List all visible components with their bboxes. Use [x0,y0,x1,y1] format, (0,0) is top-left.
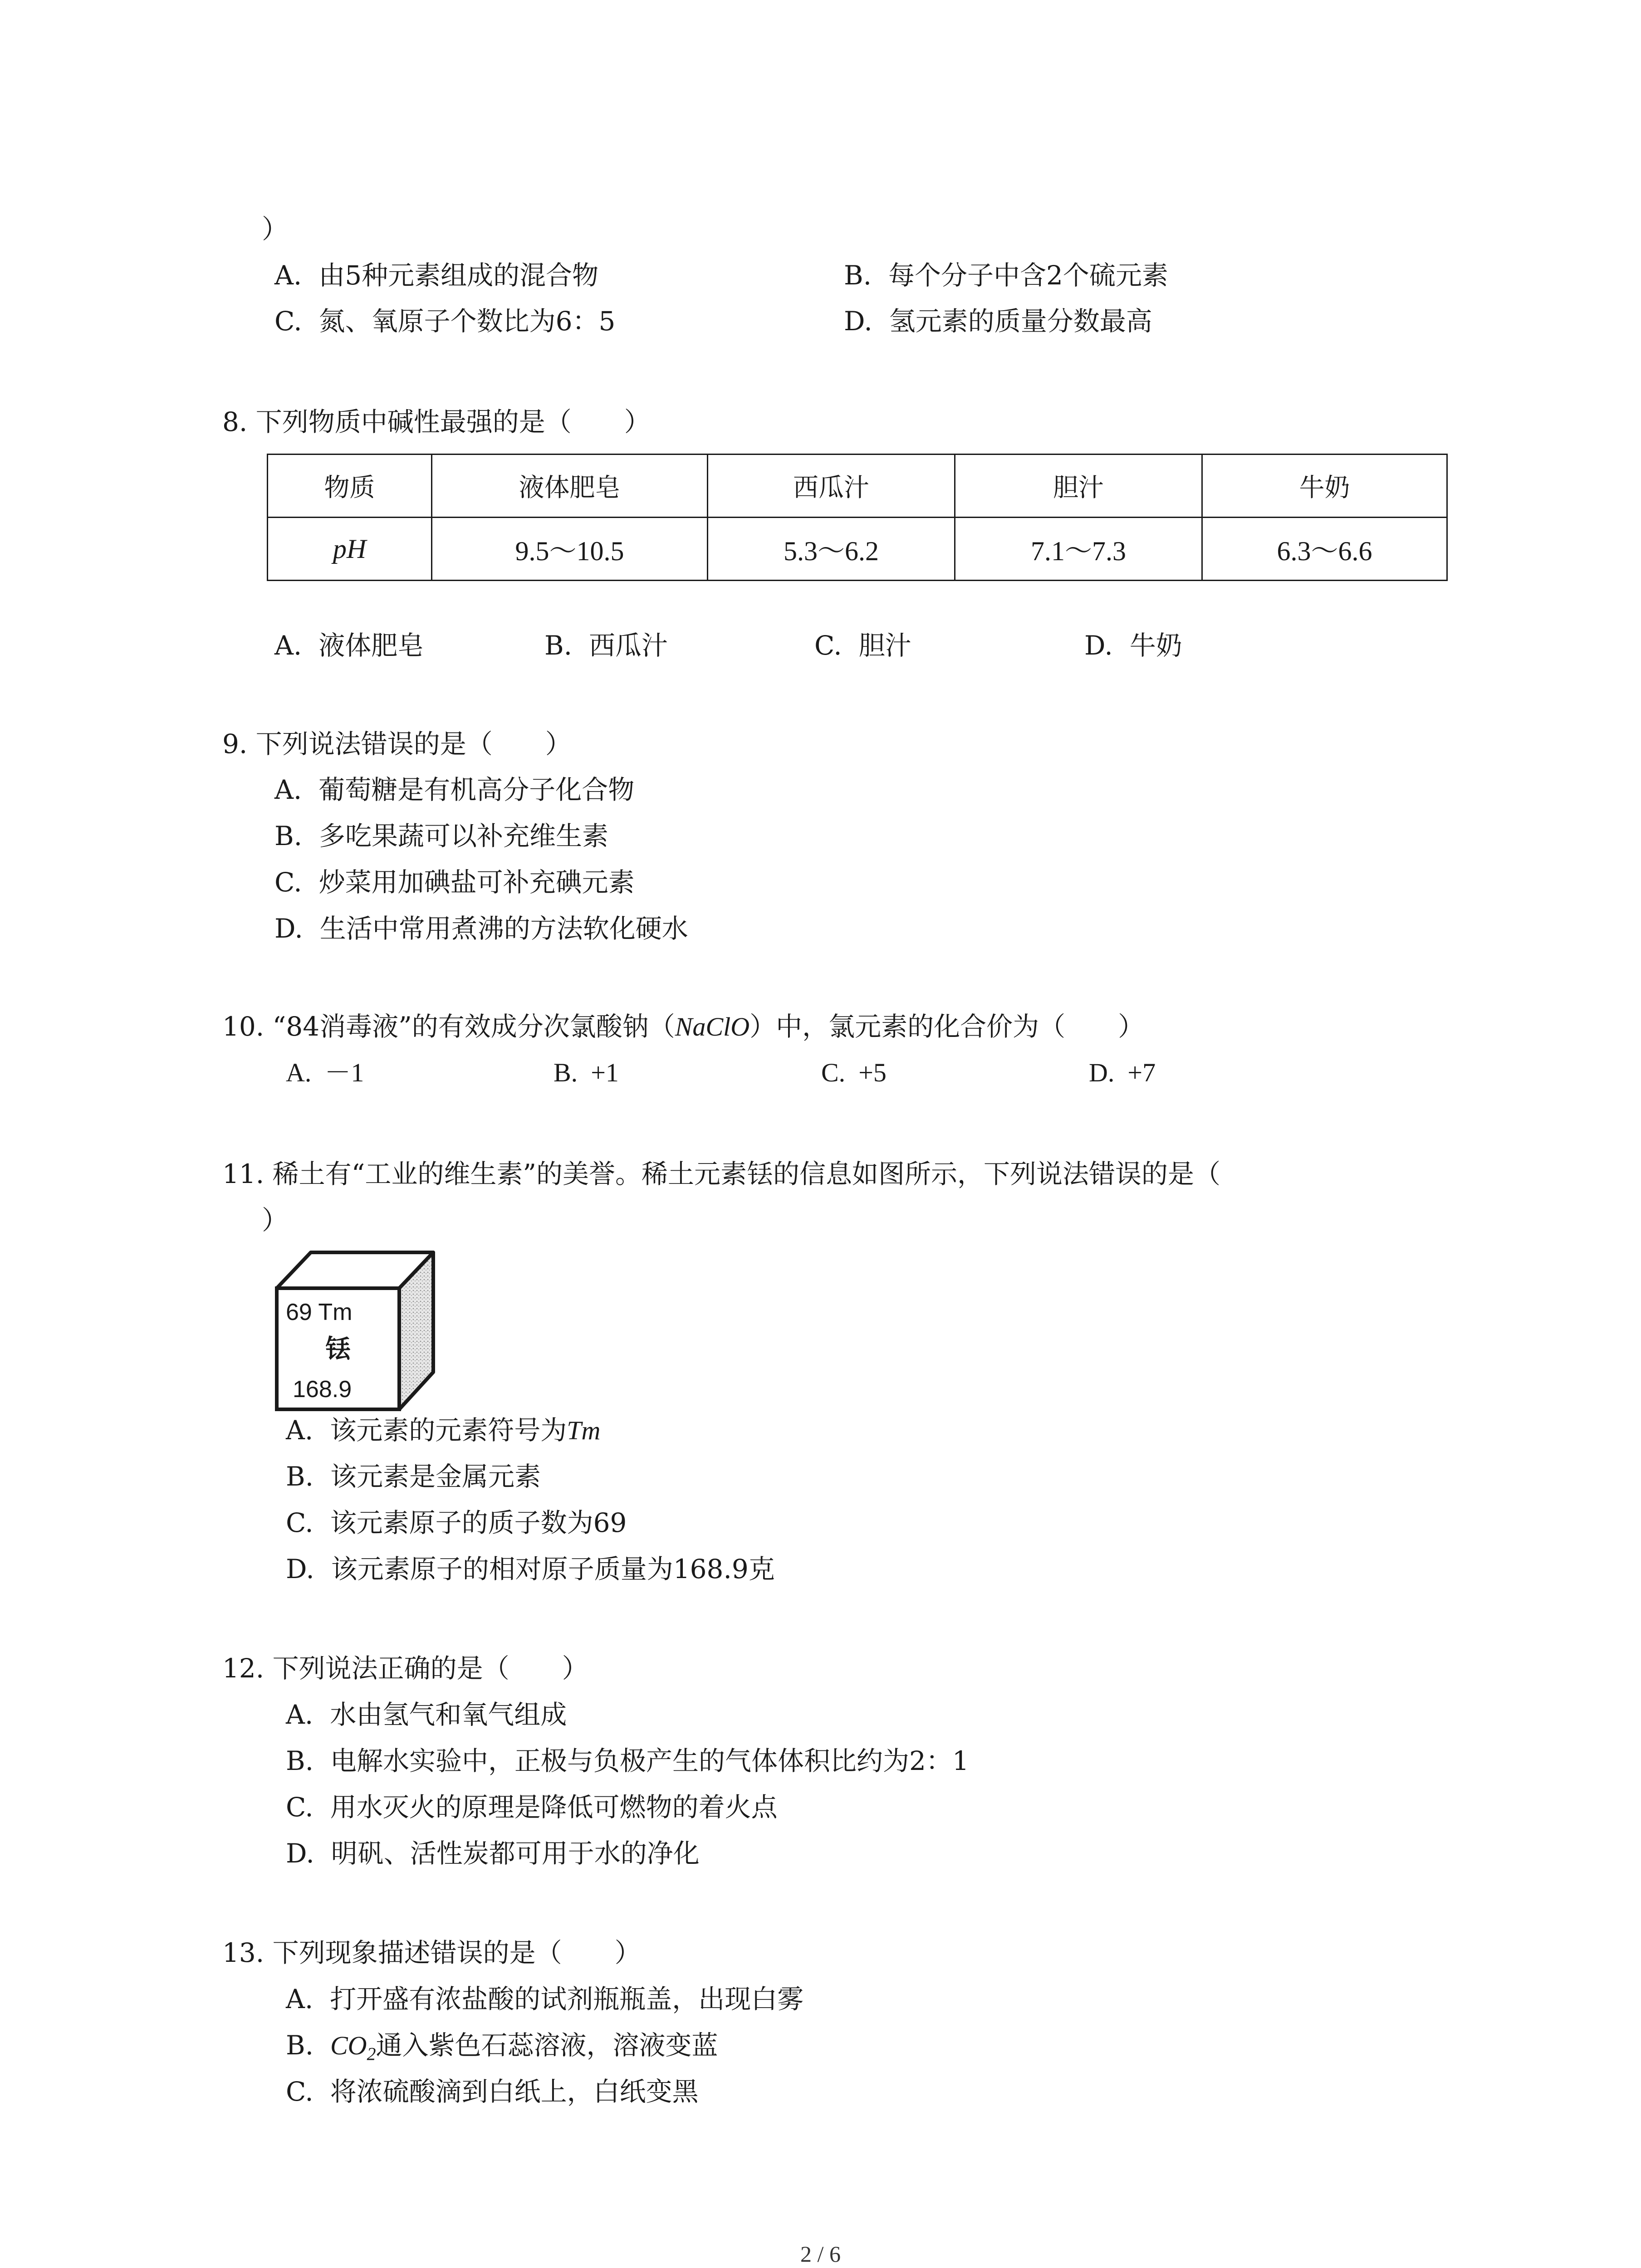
table-cell: 7.1～7.3 [955,518,1202,581]
q13-stem: 13. 下列现象描述错误的是（ ） [222,1937,641,1968]
q8-option-b: B. 西瓜汁 [544,630,668,661]
formula-co2: CO [330,2031,367,2060]
q9-stem: 9. 下列说法错误的是（ ） [222,728,572,759]
q11-option-d: D. 该元素原子的相对原子质量为168.9克 [286,1554,775,1584]
ph-table [267,454,1448,581]
q10-option-a: A. －1 [286,1058,364,1087]
q11-stem-line2: ） [262,1205,289,1236]
table-header-cell: 牛奶 [1202,455,1447,518]
q11-option-a: A. 该元素的元素符号为Tm [286,1415,601,1446]
q11-option-c: C. 该元素原子的质子数为69 [286,1507,627,1538]
formula-co2-subscript: 2 [367,2043,376,2064]
element-number-symbol: 69 Tm [286,1299,353,1325]
formula-tm: Tm [567,1416,601,1445]
table-header-cell: 西瓜汁 [708,455,955,518]
table-header-cell: 物质 [268,455,432,518]
page-number: 2 / 6 [800,2241,841,2267]
q13-option-b: B. $CO_2$通入紫色石蕊溶液，溶液变蓝 [286,2030,718,2064]
q10-option-b: B. +1 [554,1058,619,1087]
q12-stem: 12. 下列说法正确的是（ ） [222,1653,588,1684]
q12-option-a: A. 水由氢气和氧气组成 [286,1699,567,1730]
q7-option-b: B. 每个分子中含2个硫元素 [844,260,1168,291]
q10-option-d: D. +7 [1089,1058,1156,1087]
q8-option-a: A. 液体肥皂 [274,630,424,661]
table-header-cell: 液体肥皂 [432,455,708,518]
table-header-row [268,455,1447,518]
table-cell: 6.3～6.6 [1202,518,1447,581]
element-name: 铥 [325,1334,351,1364]
q9-option-c: C. 炒菜用加碘盐可补充碘元素 [274,867,635,898]
formula-naclo: NaClO [675,1012,750,1041]
q7-option-d: D. 氢元素的质量分数最高 [844,306,1152,337]
q11-stem-line1: 11. 稀土有“工业的维生素”的美誉。稀土元素铥的信息如图所示，下列说法错误的是（ [222,1158,1220,1189]
table-cell: 5.3～6.2 [708,518,955,581]
q8-option-c: C. 胆汁 [814,630,911,661]
q10-option-c: C. +5 [821,1058,887,1087]
q8-option-d: D. 牛奶 [1084,630,1182,661]
q9-option-a: A. 葡萄糖是有机高分子化合物 [274,774,635,805]
q11-option-b: B. 该元素是金属元素 [286,1461,541,1492]
q12-option-d: D. 明矾、活性炭都可用于水的净化 [286,1838,700,1869]
q7-option-a: A. 由5种元素组成的混合物 [274,260,599,291]
q9-option-d: D. 生活中常用煮沸的方法软化硬水 [274,913,688,944]
q8-stem: 8. 下列物质中碱性最强的是（ ） [222,406,651,437]
table-row [268,518,1447,581]
q7-stem-tail: ） [262,214,289,244]
q13-option-a: A. 打开盛有浓盐酸的试剂瓶瓶盖，出现白雾 [286,1984,804,2014]
q7-option-c: C. 氮、氧原子个数比为6：5 [274,306,616,337]
q12-option-b: B. 电解水实验中，正极与负极产生的气体体积比约为2：1 [286,1745,969,1776]
element-mass: 168.9 [293,1376,352,1403]
element-card-cube [274,1250,438,1413]
q12-option-c: C. 用水灭火的原理是降低可燃物的着火点 [286,1792,778,1823]
q10-stem: 10. “84消毒液”的有效成分次氯酸钠（NaClO）中，氯元素的化合价为（ ） [222,1011,1145,1042]
q9-option-b: B. 多吃果蔬可以补充维生素 [274,821,608,851]
table-header-cell: 胆汁 [955,455,1202,518]
table-cell: 9.5～10.5 [432,518,708,581]
table-row-label: pH [268,518,432,581]
q13-option-c: C. 将浓硫酸滴到白纸上，白纸变黑 [286,2076,699,2107]
